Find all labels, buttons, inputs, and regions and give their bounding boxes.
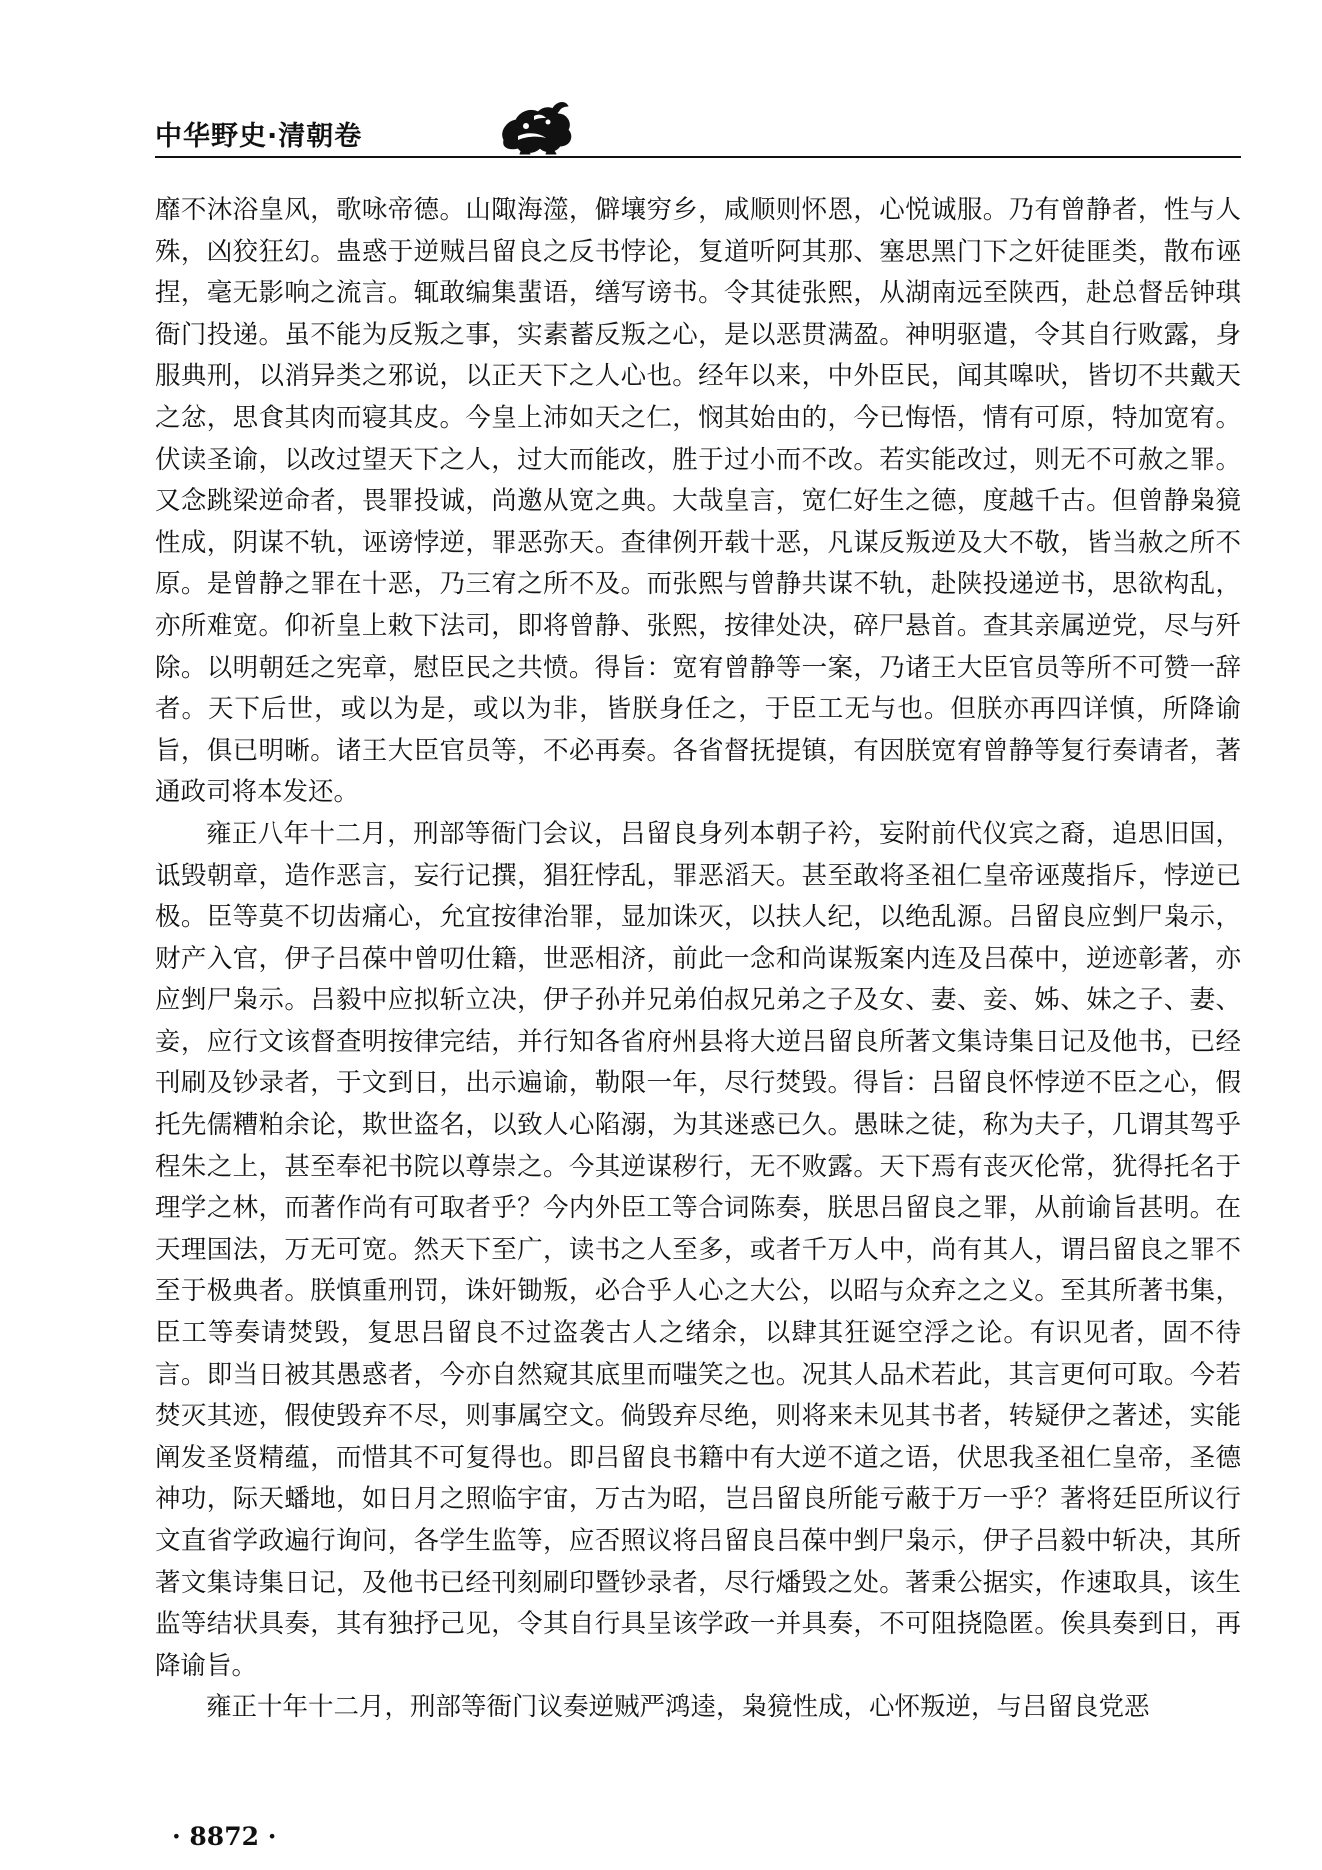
book-title: 中华野史·清朝卷 [155,121,363,152]
paragraph-2: 雍正八年十二月，刑部等衙门会议，吕留良身列本朝子衿，妄附前代仪宾之裔，追思旧国，诋毁朝章，造作恶言，妄行记撰，猖狂悖乱，罪恶滔天。甚至敢将圣祖仁皇帝诬蔑指斥，悖逆已极。臣等莫不切齿痛心，允宜按律治罪，显加诛灭，以扶人纪，以绝乱源。吕留良应剉尸枭示，财产入官，伊子吕葆中曾叨仕籍，世恶相济，前此一念和尚谋叛案内连及吕葆中，逆迹彰著，亦应剉尸枭示。吕毅中应拟斩立决，伊子孙并兄弟伯叔兄弟之子及女、妻、妾、姊、妹之子、妻、妾，应行文该督查明按律完结，并行知各省府州县将大逆吕留良所著文集诗集日记及他书，已经刊刷及钞录者，于文到日，出示遍谕，勒限一年，尽行焚毁。得旨：吕留良怀悖逆不臣之心，假托先儒糟粕余论，欺世盗名，以致人心陷溺，为其迷惑已久。愚昧之徒，称为夫子，几谓其驾乎程朱之上，甚至奉祀书院以尊崇之。今其逆谋秽行，无不败露。天下焉有丧灭伦常，犹得托名于理学之林，而著作尚有可取者乎？今内外臣工等合词陈奏，朕思吕留良之罪，从前谕旨甚明。在天理国法，万无可宽。然天下至广，读书之人至多，或者千万人中，尚有其人，谓吕留良之罪不至于极典者。朕慎重刑罚，诛奸锄叛，必合乎人心之大公，以昭与众弃之之义。至其所著书集，臣工等奏请焚毁，复思吕留良不过盗袭古人之绪余，以肆其狂诞空浮之论。有识见者，固不待言。即当日被其愚惑者，今亦自然窥其底里而嗤笑之也。况其人品术若此，其言更何可取。今若焚灭其迹，假使毁弃不尽，则事属空文。倘毁弃尽绝，则将来未见其书者，转疑伊之著述，实能阐发圣贤精蕴，而惜其不可复得也。即吕留良书籍中有大逆不道之语，伏思我圣祖仁皇帝，圣德神功，际天蟠地，如日月之照临宇宙，万古为昭，岂吕留良所能亏蔽于万一乎？著将廷臣所议行文直省学政遍行询问，各学生监等，应否照议将吕留良吕葆中剉尸枭示，伊子吕毅中斩决，其所著文集诗集日记，及他书已经刊刻刷印暨钞录者，尽行燔毁之处。著秉公据实，作速取具，该生监等结状具奏，其有独抒己见，令其自行具呈该学政一并具奏，不可阻挠隐匿。俟具奏到日，再降谕旨。 [155,818,1241,1681]
page-number: · 8872 · [172,1822,277,1851]
running-header [155,98,1241,158]
paragraph-3: 雍正十年十二月，刑部等衙门议奏逆贼严鸿逵，枭獍性成，心怀叛逆，与吕留良党恶 [206,1692,1150,1723]
main-text [155,190,1241,1729]
header-rule [155,156,1241,158]
dragon-emblem-icon [490,98,580,158]
paragraph-1: 靡不沐浴皇风，歌咏帝德。山陬海澨，僻壤穷乡，咸顺则怀恩，心悦诚服。乃有曾静者，性与人殊，凶狡狂幻。蛊惑于逆贼吕留良之反书悖论，复道听阿其那、塞思黑门下之奸徒匪类，散布诬捏，毫无影响之流言。辄敢编集蜚语，缮写谤书。令其徒张熙，从湖南远至陕西，赴总督岳钟琪衙门投递。虽不能为反叛之事，实素蓄反叛之心，是以恶贯满盈。神明驱遣，令其自行败露，身服典刑，以消异类之邪说，以正天下之人心也。经年以来，中外臣民，闻其嗥吠，皆切不共戴天之忿，思食其肉而寝其皮。今皇上沛如天之仁，悯其始由的，今已悔悟，情有可原，特加宽宥。伏读圣谕，以改过望天下之人，过大而能改，胜于过小而不改。若实能改过，则无不可赦之罪。又念跳梁逆命者，畏罪投诚，尚邀从宽之典。大哉皇言，宽仁好生之德，度越千古。但曾静枭獍性成，阴谋不轨，诬谤悖逆，罪恶弥天。查律例开载十恶，凡谋反叛逆及大不敬，皆当赦之所不原。是曾静之罪在十恶，乃三宥之所不及。而张熙与曾静共谋不轨，赴陕投递逆书，思欲构乱，亦所难宽。仰祈皇上敕下法司，即将曾静、张熙，按律处决，碎尸悬首。查其亲属逆党，尽与歼除。以明朝廷之宪章，慰臣民之共愤。得旨：宽宥曾静等一案，乃诸王大臣官员等所不可赞一辞者。天下后世，或以为是，或以为非，皆朕身任之，于臣工无与也。但朕亦再四详慎，所降谕旨，俱已明晰。诸王大臣官员等，不必再奏。各省督抚提镇，有因朕宽宥曾静等复行奏请者，著通政司将本发还。 [155,195,1241,808]
